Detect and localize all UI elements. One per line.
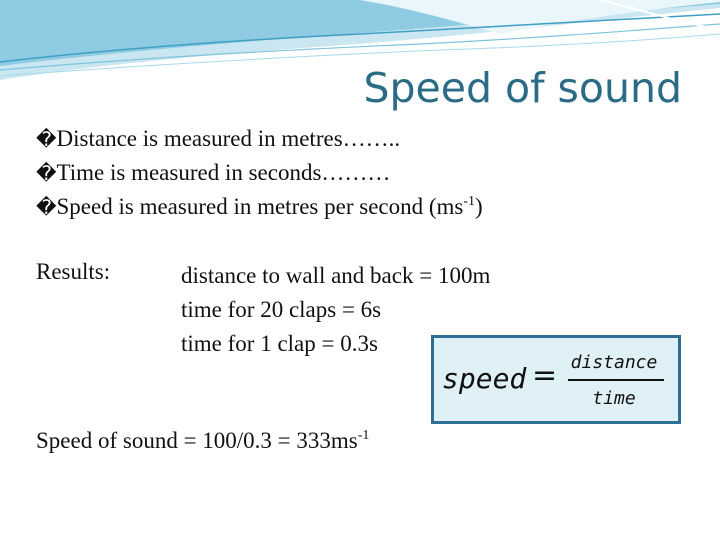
formula-numerator: distance: [570, 352, 658, 373]
unit-exponent: -1: [357, 428, 370, 443]
formula-equals: =: [532, 358, 558, 393]
speed-result-text: Speed of sound = 100/0.3 = 333ms: [36, 428, 358, 453]
result-line: time for 1 clap = 0.3s: [181, 331, 378, 356]
formula-denominator: time: [592, 388, 636, 409]
bullet-marker-icon: �: [36, 195, 57, 219]
results-label: Results:: [36, 259, 111, 284]
bullet-text-tail: ): [475, 194, 483, 219]
bullet-text: Time is measured in seconds………: [56, 160, 391, 185]
formula-speed: speed: [442, 362, 527, 395]
fraction-bar: [568, 379, 664, 381]
result-line: distance to wall and back = 100m: [181, 263, 491, 288]
bullet-item: [36, 156, 706, 190]
bullet-list: [36, 122, 706, 224]
bullet-text: Speed is measured in metres per second (ms: [56, 194, 464, 219]
bullet-item: [36, 122, 706, 156]
bullet-text: Distance is measured in metres……..: [56, 126, 401, 151]
speed-of-sound-result: [36, 428, 369, 454]
bullet-marker-icon: �: [36, 127, 57, 151]
bullet-item: [36, 190, 706, 224]
slide-title: Speed of sound: [363, 64, 682, 112]
bullet-marker-icon: �: [36, 161, 57, 185]
unit-exponent: -1: [463, 194, 476, 209]
result-line: time for 20 claps = 6s: [181, 297, 382, 322]
speed-formula-box: [431, 335, 681, 424]
